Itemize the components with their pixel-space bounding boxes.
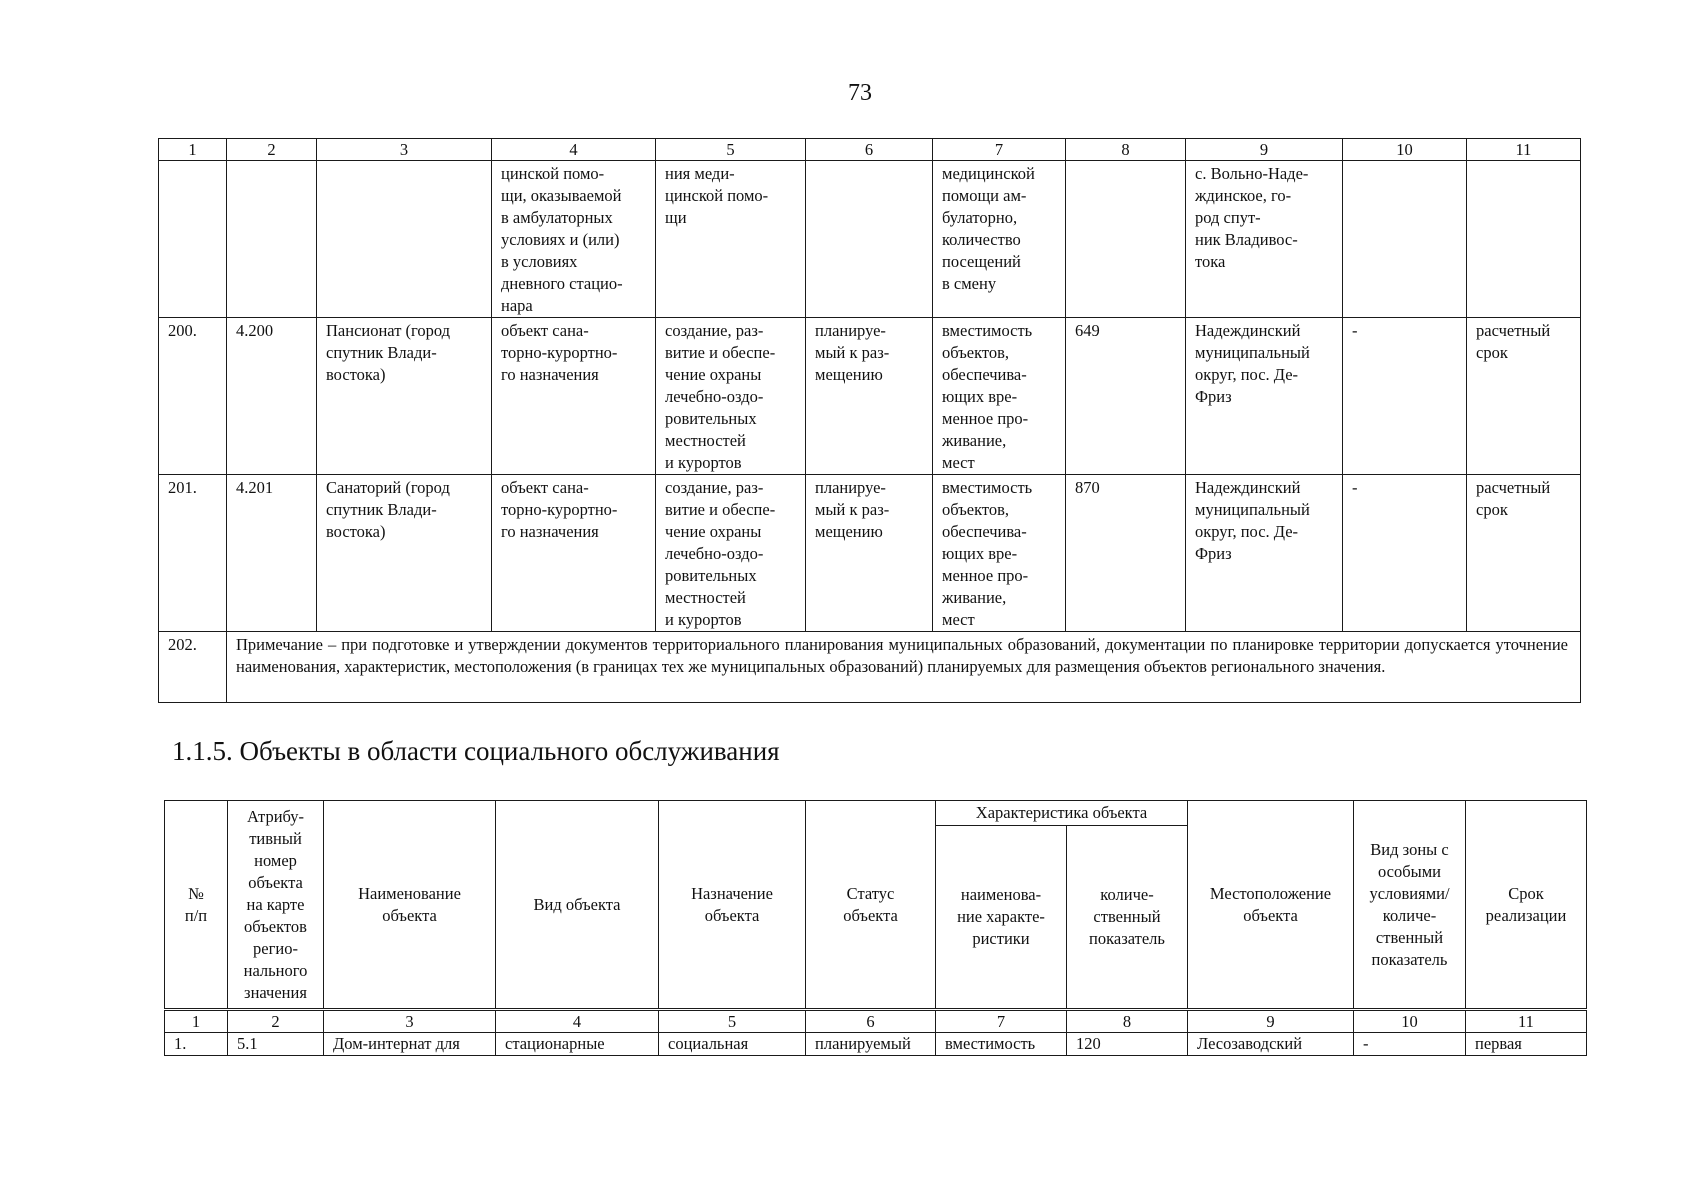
header-object-status: Статус объекта — [806, 801, 936, 1010]
header-location: Местоположение объекта — [1188, 801, 1354, 1010]
object-type-cell: объект сана- торно-курортно- го назначения — [492, 318, 656, 475]
header-object-purpose: Назначение объекта — [659, 801, 806, 1010]
column-number: 8 — [1067, 1010, 1188, 1033]
header-term: Срок реализации — [1466, 801, 1587, 1010]
table-row-200 — [159, 318, 1581, 475]
header-number: № п/п — [165, 801, 228, 1010]
object-name-cell — [317, 161, 492, 318]
characteristic-name-cell: вместимость объектов, обеспечива- ющих вре- менное про- живание, мест — [933, 475, 1066, 632]
table-row-201 — [159, 475, 1581, 632]
quantity-cell: 649 — [1066, 318, 1186, 475]
column-number: 9 — [1188, 1010, 1354, 1033]
object-status-cell — [806, 161, 933, 318]
column-number: 6 — [806, 1010, 936, 1033]
table-row-continued — [159, 161, 1581, 318]
characteristic-name-cell: вместимость объектов, обеспечива- ющих вре- менное про- живание, мест — [933, 318, 1066, 475]
column-number: 4 — [492, 139, 656, 161]
object-status-cell: планируе- мый к раз- мещению — [806, 318, 933, 475]
column-number: 3 — [324, 1010, 496, 1033]
object-purpose-cell: создание, раз- витие и обеспе- чение охраны лечебно-оздо- ровительных местностей и курортов — [656, 318, 806, 475]
row-number-cell: 200. — [159, 318, 227, 475]
column-number: 4 — [496, 1010, 659, 1033]
object-status-cell: планируе- мый к раз- мещению — [806, 475, 933, 632]
quantity-cell: 120 — [1067, 1033, 1188, 1056]
column-number: 3 — [317, 139, 492, 161]
row-number-cell: 201. — [159, 475, 227, 632]
term-cell: первая — [1466, 1033, 1587, 1056]
attribute-number-cell: 4.201 — [227, 475, 317, 632]
attribute-number-cell: 4.200 — [227, 318, 317, 475]
header-quantity: количе- ственный показатель — [1067, 826, 1188, 1010]
row-number-cell: 1. — [165, 1033, 228, 1056]
column-number: 5 — [656, 139, 806, 161]
column-number: 2 — [228, 1010, 324, 1033]
zone-cell: - — [1354, 1033, 1466, 1056]
column-number: 7 — [933, 139, 1066, 161]
quantity-cell: 870 — [1066, 475, 1186, 632]
location-cell: Лесозаводский — [1188, 1033, 1354, 1056]
column-number-row — [165, 1010, 1587, 1033]
column-number: 11 — [1466, 1010, 1587, 1033]
location-cell: Надеждинский муниципальный округ, пос. Де- Фриз — [1186, 475, 1343, 632]
zone-cell: - — [1343, 318, 1467, 475]
column-number-row — [159, 139, 1581, 161]
column-number: 1 — [159, 139, 227, 161]
object-purpose-cell: ния меди- цинской помо- щи — [656, 161, 806, 318]
header-object-characteristics: Характеристика объекта — [936, 801, 1188, 826]
characteristic-name-cell: медицинской помощи ам- булаторно, количество посещений в смену — [933, 161, 1066, 318]
column-number: 1 — [165, 1010, 228, 1033]
column-number: 8 — [1066, 139, 1186, 161]
location-cell: с. Вольно-Наде- ждинское, го- род спут- ник Владивос- тока — [1186, 161, 1343, 318]
column-number: 10 — [1343, 139, 1467, 161]
column-number: 10 — [1354, 1010, 1466, 1033]
row-number-cell — [159, 161, 227, 318]
location-cell: Надеждинский муниципальный округ, пос. Де- Фриз — [1186, 318, 1343, 475]
quantity-cell — [1066, 161, 1186, 318]
object-name-cell: Дом-интернат для — [324, 1033, 496, 1056]
attribute-number-cell — [227, 161, 317, 318]
continued-objects-table — [158, 138, 1581, 703]
header-attribute-number: Атрибу- тивный номер объекта на карте объектов регио- нального значения — [228, 801, 324, 1010]
attribute-number-cell: 5.1 — [228, 1033, 324, 1056]
object-purpose-cell: создание, раз- витие и обеспе- чение охраны лечебно-оздо- ровительных местностей и курортов — [656, 475, 806, 632]
row-number-cell: 202. — [159, 632, 227, 703]
header-characteristic-name: наименова- ние характе- ристики — [936, 826, 1067, 1010]
header-zone: Вид зоны с особыми условиями/ количе- ственный показатель — [1354, 801, 1466, 1010]
note-text: Примечание – при подготовке и утверждении документов территориального планирования муниципальных образований, документации по планировке территории допускается уточнение наименования, характеристик, местоположения (в границах тех же муниципальных образований) планируемых для размещения объектов регионального значения. — [227, 632, 1581, 703]
header-row — [165, 801, 1587, 826]
header-object-type: Вид объекта — [496, 801, 659, 1010]
zone-cell: - — [1343, 475, 1467, 632]
header-object-name: Наименование объекта — [324, 801, 496, 1010]
object-name-cell: Санаторий (город спутник Влади- востока) — [317, 475, 492, 632]
zone-cell — [1343, 161, 1467, 318]
column-number: 7 — [936, 1010, 1067, 1033]
table-row — [165, 1033, 1587, 1056]
object-type-cell: объект сана- торно-курортно- го назначения — [492, 475, 656, 632]
column-number: 9 — [1186, 139, 1343, 161]
object-type-cell: цинской помо- щи, оказываемой в амбулаторных условиях и (или) в условиях дневного стацио- нара — [492, 161, 656, 318]
characteristic-name-cell: вместимость — [936, 1033, 1067, 1056]
page-number: 73 — [848, 80, 872, 106]
social-service-objects-table — [164, 800, 1587, 1056]
table-row-note — [159, 632, 1581, 703]
column-number: 2 — [227, 139, 317, 161]
term-cell: расчетный срок — [1467, 318, 1581, 475]
term-cell: расчетный срок — [1467, 475, 1581, 632]
object-name-cell: Пансионат (город спутник Влади- востока) — [317, 318, 492, 475]
term-cell — [1467, 161, 1581, 318]
column-number: 5 — [659, 1010, 806, 1033]
object-status-cell: планируемый — [806, 1033, 936, 1056]
section-heading: 1.1.5. Объекты в области социального обслуживания — [172, 736, 780, 766]
column-number: 11 — [1467, 139, 1581, 161]
object-purpose-cell: социальная — [659, 1033, 806, 1056]
object-type-cell: стационарные — [496, 1033, 659, 1056]
column-number: 6 — [806, 139, 933, 161]
